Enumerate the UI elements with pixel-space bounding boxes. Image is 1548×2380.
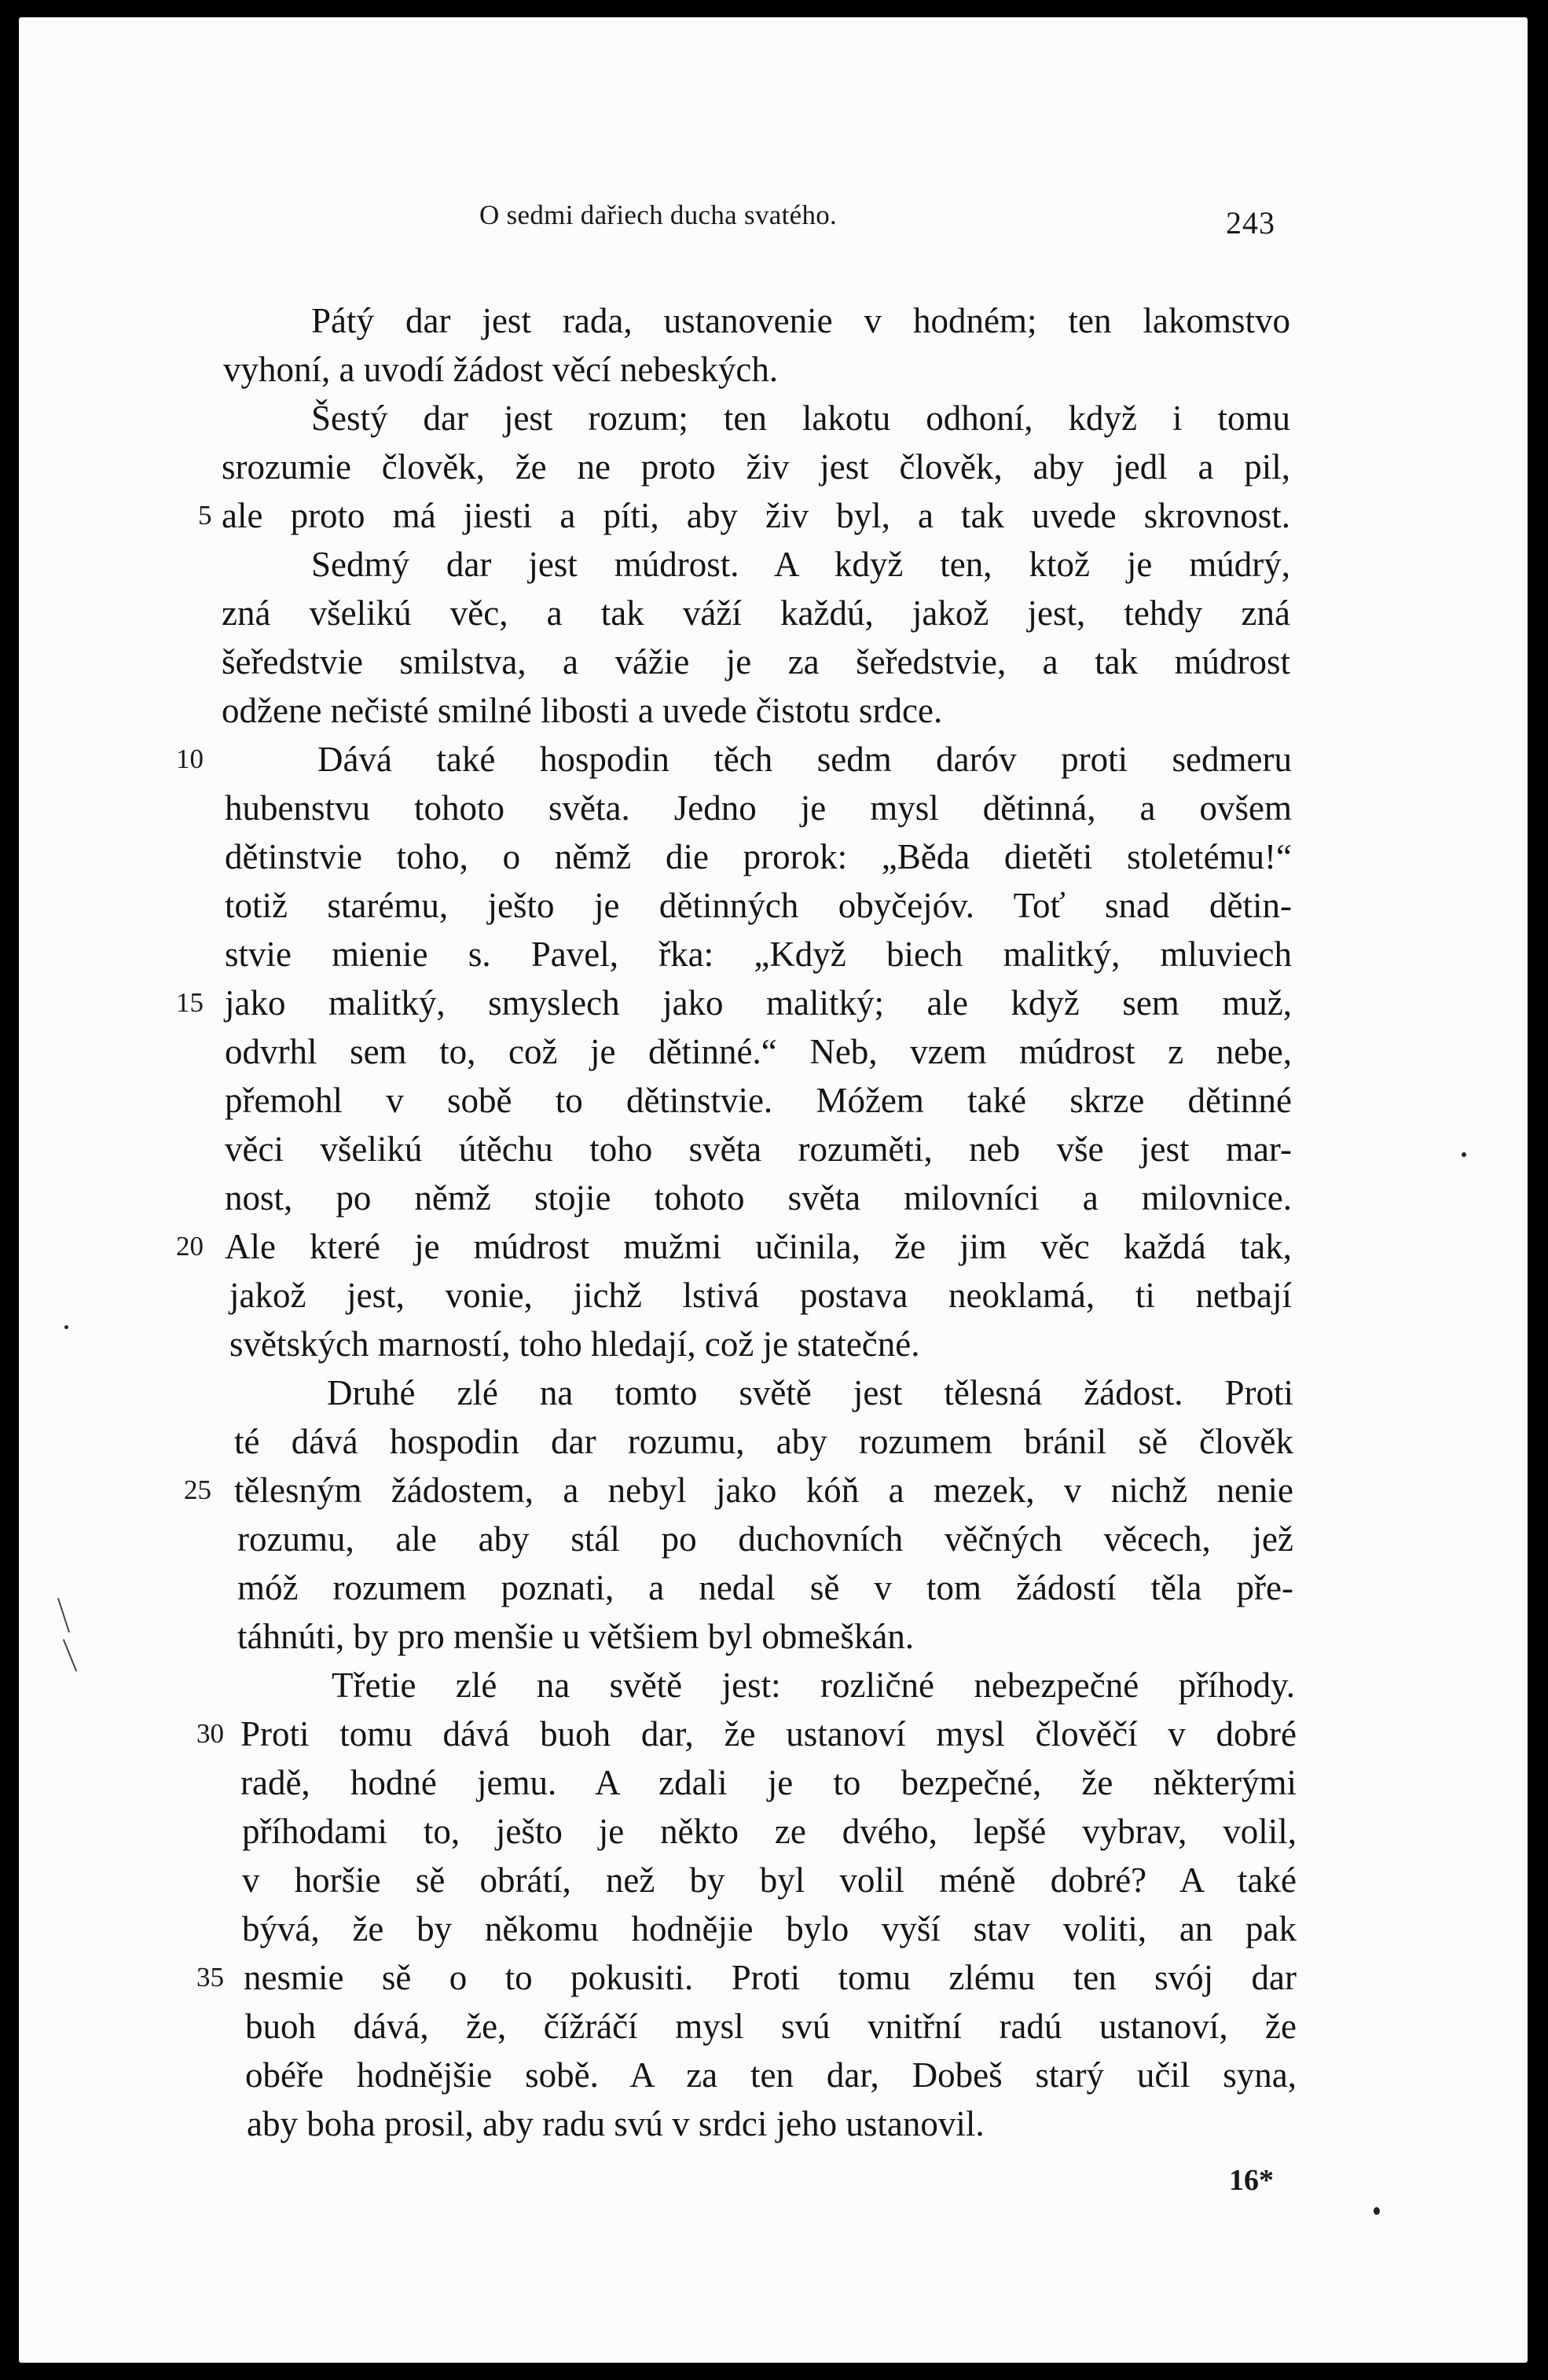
text-line: Dává také hospodin těch sedm daróv proti sedmeru	[317, 740, 1292, 779]
body-text	[19, 17, 1528, 2363]
text-line: věci všelikú útěchu toho světa rozuměti, neb vše jest mar-	[225, 1129, 1292, 1169]
text-line: Druhé zlé na tomto světě jest tělesná žádost. Proti	[327, 1373, 1293, 1412]
text-line: odžene nečisté smilné libosti a uvede čistotu srdce.	[222, 691, 943, 730]
text-line: Sedmý dar jest múdrost. A když ten, ktož je múdrý,	[311, 545, 1290, 584]
scan-speck	[1462, 1152, 1466, 1157]
text-line: bývá, že by někomu hodnějie bylo vyší stav voliti, an pak	[242, 1909, 1297, 1948]
text-line: móž rozumem poznati, a nedal sě v tom žádostí těla pře-	[237, 1568, 1293, 1607]
text-line: jakož jest, vonie, jichž lstivá postava neoklamá, ti netbají	[229, 1276, 1292, 1315]
text-line: hubenstvu tohoto světa. Jedno je mysl dětinná, a ovšem	[225, 788, 1292, 828]
text-line: obéře hodnějšie sobě. A za ten dar, Dobeš starý učil syna,	[245, 2055, 1297, 2095]
text-line: v horšie sě obrátí, než by byl volil méně dobré? A také	[242, 1860, 1297, 1900]
text-line: světských marností, toho hledají, což je statečné.	[229, 1324, 920, 1364]
text-line: rozumu, ale aby stál po duchovních věčných věcech, jež	[237, 1519, 1293, 1559]
text-line: Třetie zlé na světě jest: rozličné nebezpečné příhody.	[332, 1666, 1295, 1705]
line-number: 10	[176, 744, 204, 774]
text-line: odvrhl sem to, což je dětinné.“ Neb, vzem múdrost z nebe,	[225, 1032, 1292, 1071]
text-line: tělesným žádostem, a nebyl jako kóň a mezek, v nichž nenie	[234, 1471, 1293, 1510]
signature-mark: 16*	[1229, 2164, 1274, 2197]
line-number: 30	[196, 1718, 224, 1749]
text-line: příhodami to, ješto je někto ze dvého, lepšé vybrav, volil,	[242, 1812, 1297, 1851]
line-number: 5	[198, 500, 212, 531]
text-line: Pátý dar jest rada, ustanovenie v hodném; ten lakomstvo	[311, 301, 1290, 340]
scan-speck	[1374, 2207, 1380, 2215]
text-line: přemohl v sobě to dětinstvie. Móžem také skrze dětinné	[225, 1081, 1292, 1120]
text-line: aby boha prosil, aby radu svú v srdci jeho ustanovil.	[247, 2104, 985, 2143]
line-number: 35	[196, 1962, 224, 1993]
text-line: buoh dává, že, čížráčí mysl svú vnitřní radú ustanoví, že	[245, 2007, 1297, 2046]
text-line: totiž starému, ješto je dětinných obyčejóv. Toť snad dětin-	[225, 886, 1292, 925]
text-line: nost, po němž stojie tohoto světa milovníci a milovnice.	[225, 1178, 1292, 1218]
text-line: srozumie člověk, že ne proto živ jest člověk, aby jedl a pil,	[222, 447, 1290, 487]
text-line: Šestý dar jest rozum; ten lakotu odhoní, když i tomu	[311, 399, 1290, 438]
text-line: Ale které je múdrost mužmi učinila, že jim věc každá tak,	[225, 1227, 1292, 1266]
page-number: 243	[1226, 205, 1275, 241]
text-line: Proti tomu dává buoh dar, že ustanoví mysl člověčí v dobré	[240, 1714, 1297, 1754]
text-line: stvie mienie s. Pavel, řka: „Když biech malitký, mluviech	[225, 935, 1292, 974]
text-line: nesmie sě o to pokusiti. Proti tomu zlému ten svój dar	[244, 1958, 1297, 1997]
book-page	[19, 17, 1528, 2363]
text-line: ale proto má jiesti a píti, aby živ byl, a tak uvede skrovnost.	[222, 496, 1290, 535]
text-line: radě, hodné jemu. A zdali je to bezpečné, že některými	[240, 1763, 1297, 1802]
text-line: jako malitký, smyslech jako malitký; ale když sem muž,	[225, 983, 1292, 1023]
scan-speck	[64, 1325, 68, 1329]
line-number: 20	[176, 1231, 204, 1262]
text-line: táhnúti, by pro menšie u většiem byl obmeškán.	[237, 1617, 915, 1656]
text-line: té dává hospodin dar rozumu, aby rozumem bránil sě člověk	[234, 1422, 1293, 1461]
line-number: 25	[184, 1475, 211, 1505]
text-line: šeředstvie smilstva, a vážie je za šeředstvie, a tak múdrost	[222, 642, 1290, 681]
text-line: vyhoní, a uvodí žádost věcí nebeských.	[223, 350, 779, 389]
line-number: 15	[176, 987, 204, 1018]
text-line: zná všelikú věc, a tak váží každú, jakož jest, tehdy zná	[222, 593, 1290, 633]
running-title: O sedmi dařiech ducha svatého.	[479, 200, 838, 230]
text-line: dětinstvie toho, o němž die prorok: „Běda dietěti stoletému!“	[225, 837, 1292, 876]
